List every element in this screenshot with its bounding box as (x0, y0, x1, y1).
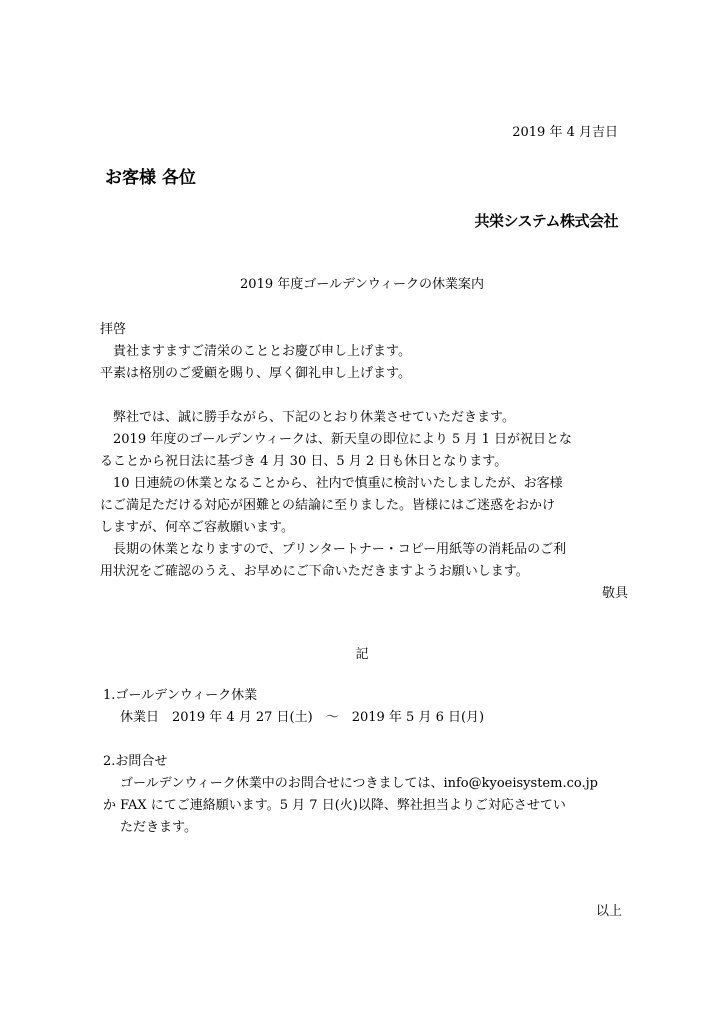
paragraph-line: 弊社では、誠に勝手ながら、下記のとおり休業させていただきます。 (113, 410, 515, 425)
notice-items (103, 685, 627, 839)
item-heading: 2.お問合せ (103, 754, 168, 769)
paragraph-line: 長期の休業となりますので、プリンタートナー・コピー用紙等の消耗品のご利 (113, 542, 567, 557)
paragraph-line: 10 日連続の休業となることから、社内で慎重に検討いたしましたが、お客様 (113, 476, 563, 491)
paragraph-line: ることから祝日法に基づき 4 月 30 日、5 月 2 日も休日となります。 (100, 454, 508, 469)
closing-word: 敬具 (601, 586, 628, 601)
paragraph-line: 用状況をご確認のうえ、お早めにご下命いただきますようお願いします。 (100, 564, 529, 579)
end-mark: 以上 (595, 904, 622, 919)
document-date: 2019 年 4 月吉日 (512, 125, 618, 140)
greeting-line: 平素は格別のご愛顧を賜り、厚く御礼申し上げます。 (100, 366, 411, 381)
contact-line: ゴールデンウィーク休業中のお問合せにつきましては、info@kyoeisystem.co.jp (120, 776, 598, 791)
letter-body (100, 319, 628, 605)
greeting-line: 貴社ますますご清栄のこととお慶び申し上げます。 (113, 344, 411, 359)
paragraph-line: にご満足ただける対応が困難との結論に至りました。皆様にはご迷惑をおかけ (100, 498, 556, 513)
contact-line: ただきます。 (120, 820, 197, 835)
paragraph-line: 2019 年度のゴールデンウィークは、新天皇の即位により 5 月 1 日が祝日とな (113, 432, 572, 447)
company-name: 共栄システム株式会社 (474, 212, 618, 230)
holiday-period: 休業日 2019 年 4 月 27 日(土) ～ 2019 年 5 月 6 日(月) (120, 710, 485, 725)
ki-heading: 記 (355, 647, 369, 662)
item-heading: 1.ゴールデンウィーク休業 (103, 688, 258, 703)
opening-word: 拝啓 (100, 322, 127, 337)
addressee: お客様 各位 (105, 168, 196, 188)
document-title: 2019 年度ゴールデンウィークの休業案内 (240, 277, 484, 292)
contact-line: か FAX にてご連絡願います。5 月 7 日(火)以降、弊社担当よりご対応させてい (103, 798, 566, 813)
paragraph-line: しますが、何卒ご容赦願います。 (100, 520, 294, 535)
